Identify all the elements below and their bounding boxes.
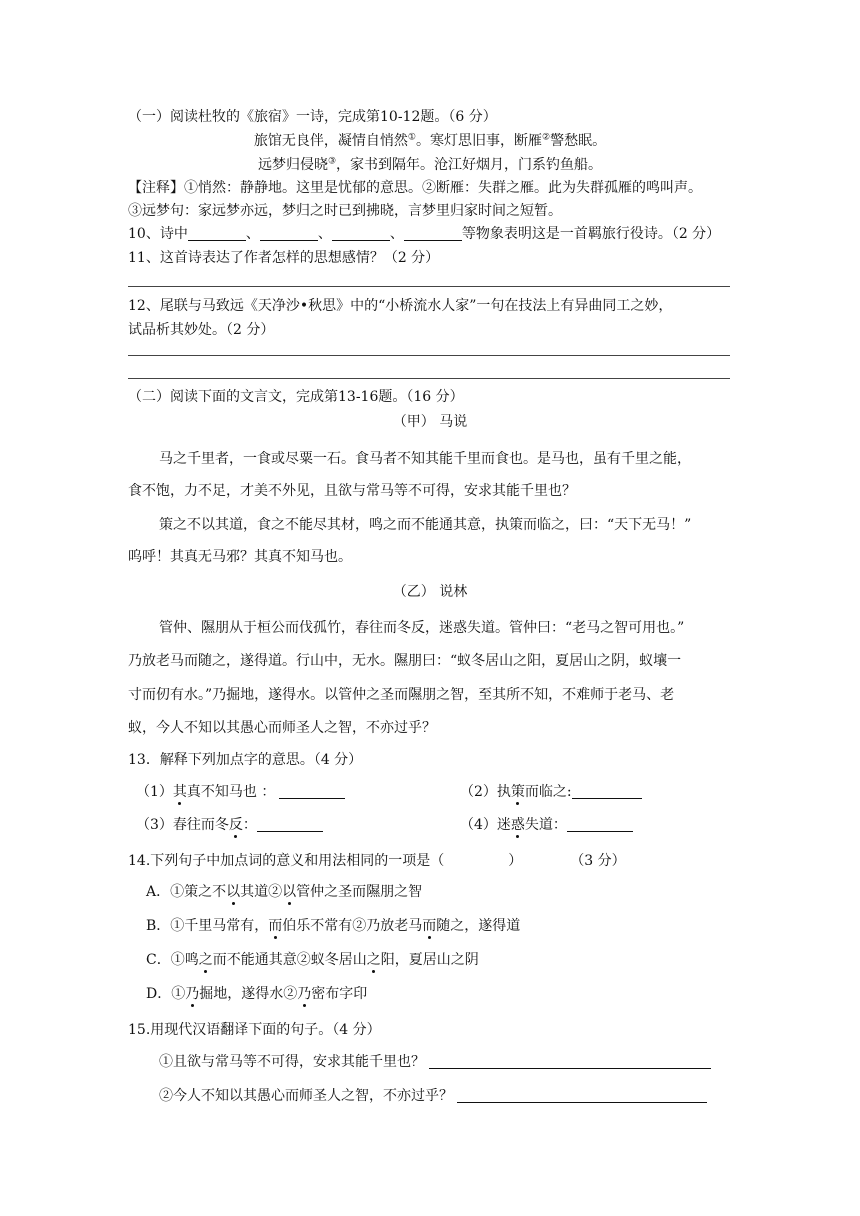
dotted-char: 乃	[297, 986, 312, 1002]
answer-blank[interactable]	[567, 815, 633, 832]
dotted-char: 其	[172, 784, 187, 800]
dotted-char: 反	[228, 817, 243, 833]
q14-option-c[interactable]: C．①鸣之而不能通其意②蚁冬居山之阳，夏居山之阴	[146, 952, 479, 968]
footnote-ref-1: ①	[407, 132, 416, 143]
note-line-1: 【注释】①悄然：静静地。这里是忧郁的意思。②断雁：失群之雁。此为失群孤雁的鸣叫声。	[128, 180, 702, 196]
answer-blank[interactable]	[404, 224, 462, 241]
answer-blank[interactable]	[429, 1052, 711, 1069]
q13-item-2: （2）执策而临之:	[460, 782, 642, 802]
dotted-char: 惑	[510, 817, 525, 833]
note-line-2: ③远梦句：家远梦亦远，梦归之时已到拂晓，言梦里归家时间之短暂。	[128, 203, 562, 219]
text-yi-line-1: 管仲、隰朋从于桓公而伐孤竹，春往而冬反，迷惑失道。管仲曰：“老马之智可用也。”	[159, 620, 685, 636]
q13-item-1: （1）其真不知马也 ：	[136, 782, 345, 802]
question-12-line-1: 12、尾联与马致远《天净沙•秋思》中的“小桥流水人家”一句在技法上有异曲同工之妙，	[128, 298, 673, 314]
answer-line[interactable]	[128, 286, 730, 287]
answer-line[interactable]	[128, 378, 730, 379]
dotted-char: 策	[510, 784, 525, 800]
footnote-ref-2: ②	[542, 132, 551, 143]
section1-title: （一）阅读杜牧的《旅宿》一诗，完成第10-12题。（6 分）	[128, 109, 497, 125]
text-yi-title: （乙） 说林	[392, 584, 468, 600]
text-yi-line-4: 蚁，今人不知以其愚心而师圣人之智，不亦过乎？	[128, 720, 436, 736]
q14-option-b[interactable]: B．①千里马常有，而伯乐不常有②乃放老马而随之，遂得道	[146, 918, 521, 934]
dotted-char: 以	[282, 884, 297, 900]
dotted-char: 之	[198, 952, 213, 968]
answer-blank[interactable]	[279, 782, 345, 799]
text-jia-title: （甲） 马说	[392, 414, 468, 430]
dotted-char: 以	[226, 884, 241, 900]
poem-line-2: 远梦归侵晓③，家书到隔年。沧江好烟月，门系钓鱼船。	[257, 156, 603, 173]
text-jia-para-2-cont: 呜呼！其真无马邪？其真不知马也。	[128, 549, 352, 565]
question-10: 10、诗中 、 、 、 等物象表明这是一首羁旅行役诗。（2 分）	[128, 226, 721, 242]
dotted-char: 而	[268, 918, 283, 934]
question-11: 11、这首诗表达了作者怎样的思想感情？（2 分）	[128, 250, 440, 266]
answer-blank[interactable]	[332, 224, 390, 241]
q14-option-d[interactable]: D．①乃掘地，遂得水②乃密布字印	[146, 986, 368, 1002]
q13-item-4: （4）迷惑失道：	[460, 815, 633, 835]
q14-option-a[interactable]: A．①策之不以其道②以管仲之圣而隰朋之智	[146, 884, 423, 900]
answer-line[interactable]	[128, 355, 730, 356]
text-jia-para-1: 马之千里者，一食或尽粟一石。食马者不知其能千里而食也。是马也，虽有千里之能，	[159, 451, 691, 467]
section2-title: （二）阅读下面的文言文，完成第13-16题。（16 分）	[128, 389, 464, 405]
dotted-char: 乃	[185, 986, 200, 1002]
q15-sentence-2: ②今人不知以其愚心而师圣人之智，不亦过乎？	[159, 1086, 707, 1106]
dotted-char: 之	[366, 952, 381, 968]
answer-blank[interactable]	[260, 224, 318, 241]
question-13-title: 13．解释下列加点字的意思。（4 分）	[128, 752, 363, 768]
answer-blank[interactable]	[457, 1086, 707, 1103]
answer-blank[interactable]	[188, 224, 246, 241]
question-15-title: 15.用现代汉语翻译下面的句子。（4 分）	[128, 1022, 381, 1038]
text-yi-line-3: 寸而仞有水。”乃掘地，遂得水。以管仲之圣而隰朋之智，至其所不知，不难师于老马、老	[128, 687, 675, 703]
text-yi-line-2: 乃放老马而随之，遂得道。行山中，无水。隰朋曰：“蚁冬居山之阳，夏居山之阴，蚁壤一	[128, 653, 682, 669]
answer-blank[interactable]	[257, 815, 323, 832]
dotted-char: 而	[422, 918, 437, 934]
text-jia-para-1-cont: 食不饱，力不足，才美不外见，且欲与常马等不可得，安求其能千里也？	[128, 483, 576, 499]
text-jia-para-2: 策之不以其道，食之不能尽其材，鸣之而不能通其意，执策而临之，曰：“天下无马！”	[159, 517, 692, 533]
poem-line-1: 旅馆无良伴，凝情自悄然①。寒灯思旧事，断雁②警愁眠。	[253, 132, 607, 149]
question-12-line-2: 试品析其妙处。（2 分）	[128, 322, 275, 338]
q13-item-3: （3）春往而冬反：	[136, 815, 323, 835]
q15-sentence-1: ①且欲与常马等不可得，安求其能千里也？	[159, 1052, 711, 1072]
footnote-ref-3: ③	[327, 156, 337, 167]
answer-blank[interactable]	[572, 782, 642, 799]
question-14-title: 14.下列句子中加点词的意义和用法相同的一项是（ ） （3 分）	[128, 853, 626, 869]
